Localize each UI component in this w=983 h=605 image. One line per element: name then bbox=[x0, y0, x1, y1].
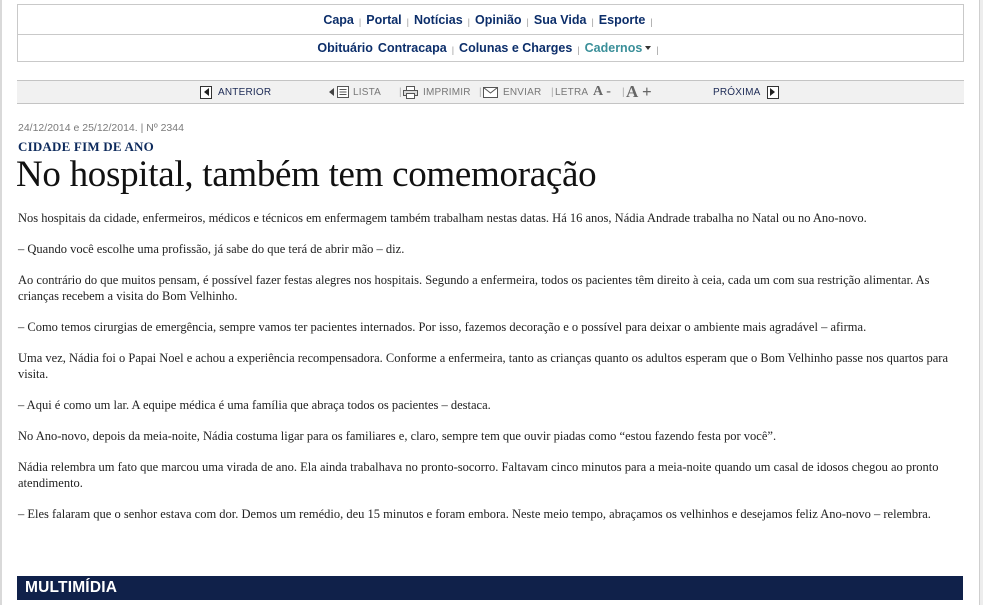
arrow-right-icon bbox=[767, 86, 779, 99]
section-navigation bbox=[17, 4, 964, 62]
list-label: LISTA bbox=[353, 86, 382, 98]
nav-separator: | bbox=[406, 16, 410, 27]
arrow-left-icon bbox=[200, 86, 212, 99]
previous-label: ANTERIOR bbox=[218, 86, 272, 98]
nav-separator: | bbox=[358, 16, 362, 27]
nav-row-primary bbox=[18, 5, 963, 35]
decrease-font-button[interactable]: A - bbox=[593, 84, 612, 99]
nav-separator: | bbox=[656, 45, 659, 55]
nav-separator: | bbox=[451, 45, 455, 55]
toolbar-separator: | bbox=[479, 86, 482, 98]
nav-link-colunas-charges[interactable]: Colunas e Charges bbox=[459, 41, 573, 55]
previous-article-button[interactable] bbox=[200, 81, 271, 103]
article-paragraph: No Ano-novo, depois da meia-noite, Nádia costuma ligar para os familiares e, claro, sempre tem que ouvir piadas como “estou fazendo festa por você”. bbox=[18, 429, 777, 443]
multimedia-section-header bbox=[17, 576, 963, 600]
send-label: ENVIAR bbox=[503, 86, 542, 98]
font-size-label: LETRA bbox=[555, 86, 589, 98]
article-body bbox=[18, 210, 966, 537]
nav-separator: | bbox=[467, 16, 470, 27]
triangle-left-icon bbox=[329, 88, 334, 96]
article-toolbar bbox=[17, 80, 964, 104]
next-label: PRÓXIMA bbox=[713, 86, 761, 98]
nav-link-esporte[interactable]: Esporte bbox=[598, 12, 646, 27]
article-kicker: CIDADE FIM DE ANO bbox=[18, 139, 154, 154]
nav-link-noticias[interactable]: Notícias bbox=[414, 12, 463, 27]
list-button[interactable] bbox=[329, 81, 381, 103]
nav-row-secondary bbox=[18, 34, 963, 62]
article-paragraph: – Como temos cirurgias de emergência, sempre vamos ter pacientes internados. Por isso, fazemos decoração e o possível para deixar o ambiente mais agradável – afirma. bbox=[18, 320, 867, 334]
print-button[interactable] bbox=[403, 81, 471, 103]
envelope-icon bbox=[483, 87, 498, 98]
article-paragraph: Ao contrário do que muitos pensam, é possível fazer festas alegres nos hospitais. Segundo a enfermeira, todos os pacientes têm direito à ceia, cada um com sua restrição alimentar. As crianças recebem a visita do Bom Velhinho. bbox=[18, 273, 930, 303]
nav-separator: | bbox=[526, 16, 529, 27]
nav-separator: | bbox=[577, 45, 580, 55]
toolbar-separator: | bbox=[399, 86, 402, 98]
toolbar-separator: | bbox=[551, 86, 554, 98]
nav-dropdown-cadernos[interactable] bbox=[585, 41, 652, 55]
article-paragraph: – Eles falaram que o senhor estava com dor. Demos um remédio, deu 15 minutos e foram embora. Neste meio tempo, abraçamos os velhinhos e desejamos feliz Ano-novo – relembra. bbox=[18, 507, 931, 521]
chevron-down-icon bbox=[645, 46, 651, 50]
print-label: IMPRIMIR bbox=[423, 86, 471, 98]
increase-font-button[interactable]: A + bbox=[626, 82, 652, 101]
nav-link-sua-vida[interactable]: Sua Vida bbox=[533, 12, 587, 27]
send-button[interactable] bbox=[483, 81, 541, 103]
multimedia-title: MULTIMÍDIA bbox=[25, 579, 118, 596]
page-left-border bbox=[0, 0, 2, 605]
toolbar-separator: | bbox=[622, 86, 625, 98]
nav-separator: | bbox=[650, 16, 653, 27]
next-article-button[interactable] bbox=[713, 81, 779, 103]
article-paragraph: – Aqui é como um lar. A equipe médica é uma família que abraça todos os pacientes – destaca. bbox=[18, 398, 491, 412]
nav-separator: | bbox=[591, 16, 594, 27]
printer-icon bbox=[403, 86, 418, 99]
window-scrollbar-edge[interactable] bbox=[979, 0, 983, 605]
article-title: No hospital, também tem comemoração bbox=[16, 154, 597, 195]
nav-dropdown-cadernos-label: Cadernos bbox=[584, 41, 643, 55]
article-paragraph: Nádia relembra um fato que marcou uma virada de ano. Ela ainda trabalhava no pronto-socorro. Faltavam cinco minutos para a meia-noite quando um casal de idosos chegou ao pronto atendimento. bbox=[18, 460, 939, 490]
nav-link-contracapa[interactable]: Contracapa bbox=[377, 41, 447, 55]
nav-link-opiniao[interactable]: Opinião bbox=[475, 12, 522, 27]
nav-link-portal[interactable]: Portal bbox=[366, 12, 402, 27]
article-date-edition: 24/12/2014 e 25/12/2014. | Nº 2344 bbox=[18, 122, 184, 134]
article-paragraph: Nos hospitais da cidade, enfermeiros, médicos e técnicos em enfermagem também trabalham nestas datas. Há 16 anos, Nádia Andrade trabalha no Natal ou no Ano-novo. bbox=[18, 211, 867, 225]
list-icon bbox=[337, 86, 349, 98]
nav-link-obituario[interactable]: Obituário bbox=[317, 41, 373, 55]
article-paragraph: – Quando você escolhe uma profissão, já sabe do que terá de abrir mão – diz. bbox=[18, 242, 405, 256]
nav-link-capa[interactable]: Capa bbox=[323, 12, 354, 27]
article-paragraph: Uma vez, Nádia foi o Papai Noel e achou a experiência recompensadora. Conforme a enfermeira, tanto as crianças quanto os adultos esperam que o Bom Velhinho passe nos quartos para visita. bbox=[18, 351, 948, 381]
